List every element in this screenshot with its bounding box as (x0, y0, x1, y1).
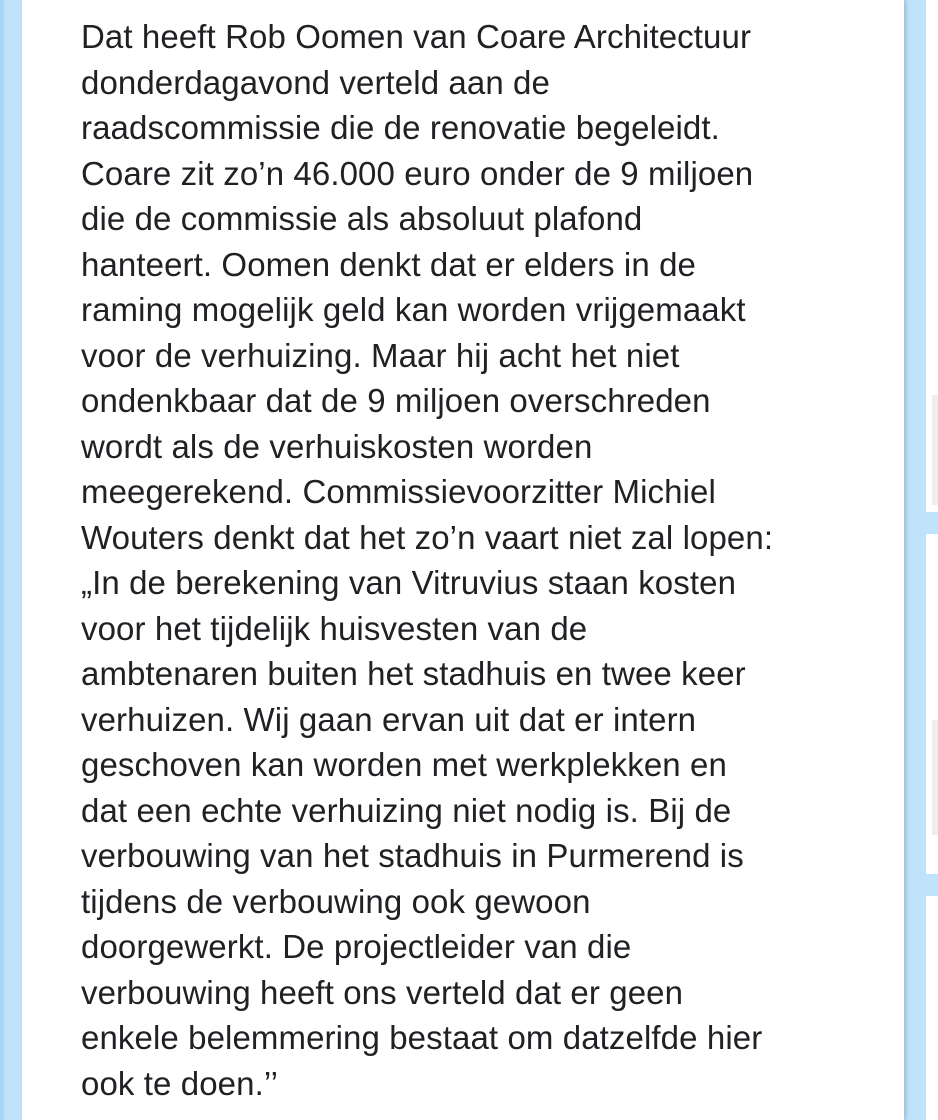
adjacent-card-thumbnail (932, 720, 938, 835)
adjacent-card-thumbnail (932, 395, 938, 505)
article-body-text: Dat heeft Rob Oomen van Coare Architectuur donderdagavond verteld aan de raadscommissie die de renovatie begeleidt. Coare zit zo’n 46.000 euro onder de 9 miljoen die de commissie als absoluut plafond hanteert. Oomen denkt dat er elders in de raming mogelijk geld kan worden vrijgemaakt voor de verhuizing. Maar hij acht het niet ondenkbaar dat de 9 miljoen overschreden wordt als de verhuiskosten worden meegerekend. Commissievoorzitter Michiel Wouters denkt dat het zo’n vaart niet zal lopen: „In de berekening van Vitruvius staan kosten voor het tijdelijk huisvesten van de ambtenaren buiten het stadhuis en twee keer verhuizen. Wij gaan ervan uit dat er intern geschoven kan worden met werkplekken en dat een echte verhuizing niet nodig is. Bij de verbouwing van het stadhuis in Purmerend is tijdens de verbouwing ook gewoon doorgewerkt. De projectleider van die verbouwing heeft ons verteld dat er geen enkele belemmering bestaat om datzelfde hier ook te doen.’’ (81, 18, 774, 1102)
left-edge (0, 0, 4, 1120)
adjacent-card-bottom[interactable] (926, 896, 938, 1120)
